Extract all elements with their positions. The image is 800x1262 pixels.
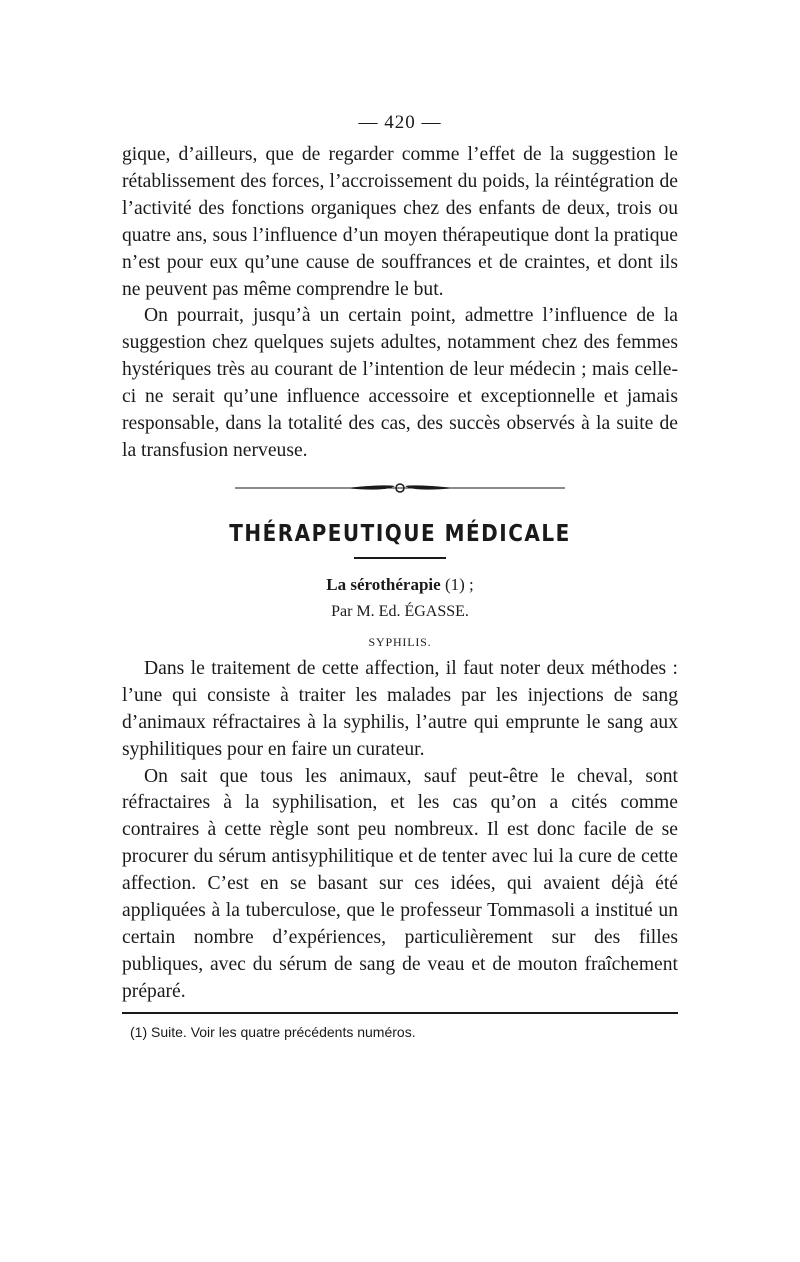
document-page (122, 112, 678, 1040)
footnote-reference: (1) ; (444, 574, 474, 594)
article-title (122, 575, 678, 595)
paragraph-continued: gique, d’ailleurs, que de regarder comme l’effet de la suggestion le rétablissement des forces, l’accroissement du poids, la réintégration de l’activité des fonctions organiques chez des enfants de deux, trois ou quatre ans, sous l’influence d’un moyen thérapeutique dont la pratique n’est pour eux qu’une cause de souffrances et de craintes, et dont ils ne peuvent pas même comprendre le but. (122, 144, 678, 300)
paragraph: On pourrait, jusqu’à un certain point, admettre l’influence de la suggestion chez quelques sujets adultes, notamment chez des femmes hystériques très au courant de l’intention de leur médecin ; mais celle-ci ne serait qu’une influence accessoire et exceptionnelle et jamais responsable, dans la totalité des cas, des succès observés à la suite de la transfusion nerveuse. (122, 305, 678, 461)
section-heading: THÉRAPEUTIQUE MÉDICALE (229, 519, 571, 547)
ornamental-divider (235, 481, 565, 495)
subsection-heading: SYPHILIS. (368, 634, 432, 649)
heading-rule (354, 557, 446, 559)
article-title-text: La sérothérapie (326, 574, 441, 594)
page-number: — 420 — (358, 112, 442, 133)
footnote: (1) Suite. Voir les quatre précédents numéros. (130, 1023, 416, 1040)
paragraph: Dans le traitement de cette affection, il faut noter deux méthodes : l’une qui consiste à traiter les malades par les injections de sang d’animaux réfractaires à la syphilis, l’autre qui emprunte le sang aux syphilitiques pour en faire un curateur. (122, 657, 678, 760)
footnote-rule (122, 1012, 678, 1014)
article-author: Par M. Ed. ÉGASSE. (331, 602, 469, 620)
paragraph: On sait que tous les animaux, sauf peut-être le cheval, sont réfractaires à la syphilisation, et les cas qu’on a cités comme contraires à cette règle sont peu nombreux. Il est donc facile de se procurer du sérum antisyphilitique et de tenter avec lui la cure de cette affection. C’est en se basant sur ces idées, qui avaient déjà été appliquées à la tuberculose, que le professeur Tommasoli a institué un certain nombre d’expériences, particulièrement sur des filles publiques, avec du sérum de sang de veau et de mouton fraîchement préparé. (122, 765, 678, 1002)
